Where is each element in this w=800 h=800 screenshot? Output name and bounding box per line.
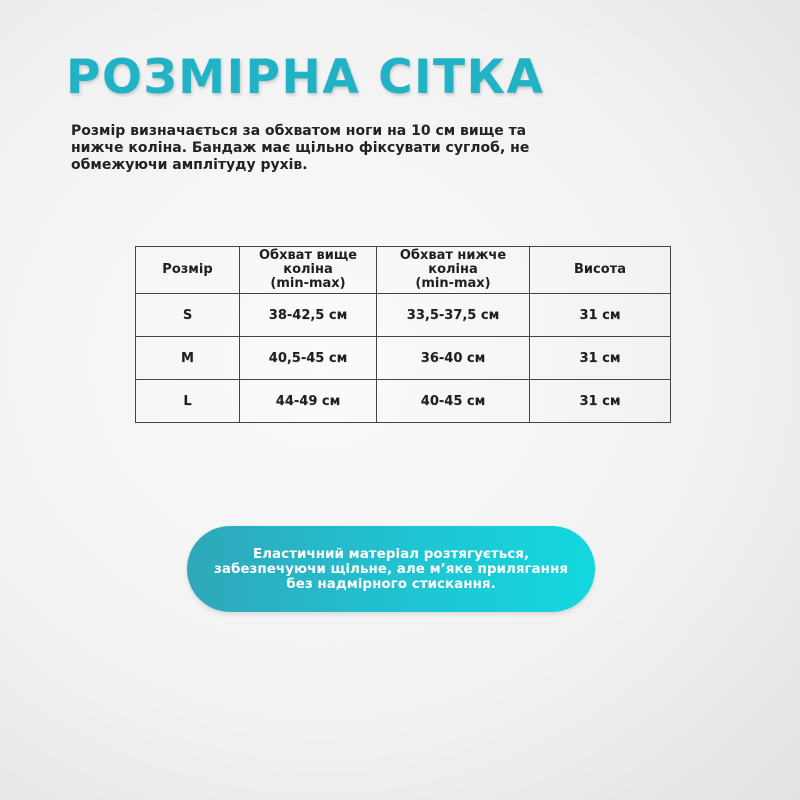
cell-height: 31 см	[530, 294, 671, 337]
header-above-knee: Обхват вище коліна (min-max)	[240, 247, 377, 294]
cell-above-knee: 38-42,5 см	[240, 294, 377, 337]
header-height: Висота	[530, 247, 671, 294]
cell-height: 31 см	[530, 337, 671, 380]
note-line: Еластичний матеріал розтягується,	[252, 545, 530, 562]
header-below-knee: Обхват нижче коліна (min-max)	[377, 247, 530, 294]
cell-size: M	[136, 337, 240, 380]
note-line: забезпечуючи щільне, але м’яке прилягання	[214, 560, 568, 577]
note-line: без надмірного стискання.	[286, 575, 496, 592]
table-row	[136, 380, 671, 423]
intro-line: обмежуючи амплітуду рухів.	[71, 157, 308, 173]
cell-above-knee: 44-49 см	[240, 380, 377, 423]
cell-size: S	[136, 294, 240, 337]
intro-line: нижче коліна. Бандаж має щільно фіксувати суглоб, не	[71, 140, 530, 156]
cell-height: 31 см	[530, 380, 671, 423]
cell-below-knee: 40-45 см	[377, 380, 530, 423]
cell-below-knee: 33,5-37,5 см	[377, 294, 530, 337]
cell-size: L	[136, 380, 240, 423]
table-row	[136, 337, 671, 380]
page-title: РОЗМІРНА СІТКА	[66, 50, 545, 105]
table-row	[136, 294, 671, 337]
table-header-row	[136, 247, 671, 294]
header-size: Розмір	[136, 247, 240, 294]
cell-below-knee: 36-40 см	[377, 337, 530, 380]
material-note	[187, 526, 595, 612]
size-table	[135, 246, 671, 423]
intro-line: Розмір визначається за обхватом ноги на 10 см вище та	[71, 123, 527, 139]
cell-above-knee: 40,5-45 см	[240, 337, 377, 380]
intro-text	[71, 123, 531, 174]
